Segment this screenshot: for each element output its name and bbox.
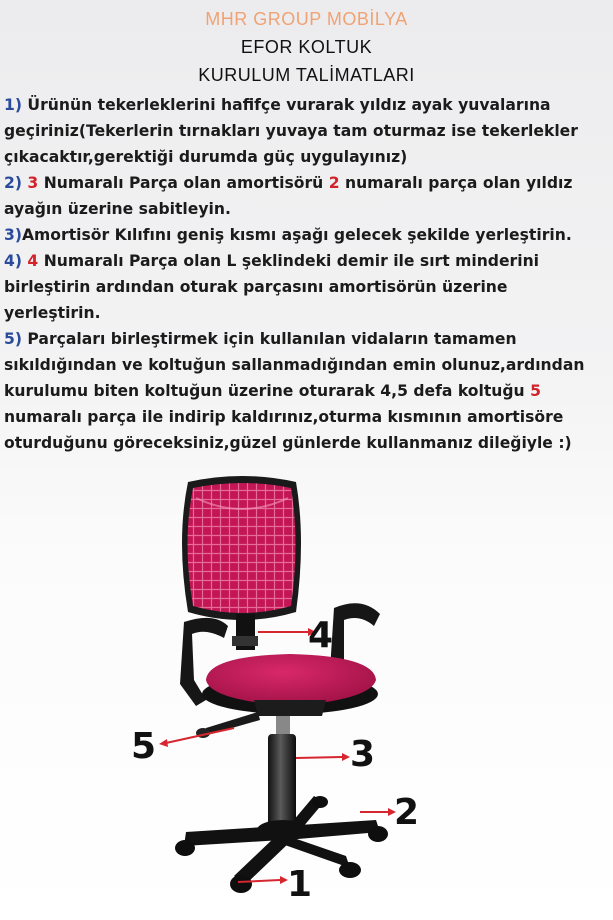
instruction-line xyxy=(4,430,609,456)
gas-lift-rod xyxy=(276,716,290,736)
instruction-line xyxy=(4,300,609,326)
part-number: 4 xyxy=(27,252,39,270)
instruction-step-2 xyxy=(4,170,609,222)
instruction-line xyxy=(4,222,609,248)
instruction-list xyxy=(4,92,609,456)
instruction-step-1 xyxy=(4,92,609,170)
instructions-title: KURULUM TALİMATLARI xyxy=(198,65,415,85)
instruction-line xyxy=(4,352,609,378)
step-number: 1) xyxy=(4,96,22,114)
instruction-text: kurulumu biten koltuğun üzerine oturarak 4,5 defa koltuğu xyxy=(4,382,531,400)
part-label-3: 3 xyxy=(350,734,376,775)
instruction-text: birleştirin ardından oturak parçasını amortisörün üzerine xyxy=(4,278,508,296)
instruction-line xyxy=(4,170,609,196)
instruction-text: Numaralı Parça olan L şeklindeki demir ile sırt minderini xyxy=(38,252,540,270)
instruction-text: Ürünün tekerleklerini hafifçe vurarak yıldız ayak yuvalarına xyxy=(27,96,551,114)
instruction-text: sıkıldığından ve koltuğun sallanmadığından emin olunuz,ardından xyxy=(4,356,585,374)
instruction-text: Numaralı Parça olan amortisörü xyxy=(38,174,329,192)
instruction-line xyxy=(4,274,609,300)
instruction-step-5 xyxy=(4,326,609,456)
instruction-line xyxy=(4,92,609,118)
gas-lift-cover xyxy=(268,734,296,826)
part-number: 2 xyxy=(328,174,340,192)
instruction-text: numaralı parça ile indirip kaldırınız,oturma kısmının amortisöre xyxy=(4,408,564,426)
instruction-text: Amortisör Kılıfını geniş kısmı aşağı gelecek şekilde yerleştirin. xyxy=(21,226,572,244)
instruction-line xyxy=(4,144,609,170)
instruction-line xyxy=(4,196,609,222)
step-number: 2) xyxy=(4,174,22,192)
instruction-line xyxy=(4,326,609,352)
product-title: EFOR KOLTUK xyxy=(240,37,373,57)
instruction-line xyxy=(4,404,609,430)
instruction-text: Parçaları birleştirmek için kullanılan vidaların tamamen xyxy=(27,330,517,348)
instruction-text: çıkacaktır,gerektiği durumda güç uygulayınız) xyxy=(4,148,408,166)
instruction-step-3 xyxy=(4,222,609,248)
part-label-1: 1 xyxy=(287,864,313,905)
instruction-text: oturduğunu göreceksiniz,güzel günlerde kullanmanız dileğiyle :) xyxy=(4,434,572,452)
part-label-5: 5 xyxy=(131,726,157,767)
part-number: 5 xyxy=(530,382,541,400)
seat-mechanism xyxy=(254,700,326,716)
step-number: 3) xyxy=(4,226,22,244)
instruction-line xyxy=(4,248,609,274)
instruction-text: ayağın üzerine sabitleyin. xyxy=(4,200,231,218)
step-number: 4) xyxy=(4,252,22,270)
instruction-text: numaralı parça olan yıldız xyxy=(339,174,573,192)
chair-diagram xyxy=(0,470,613,920)
step-number: 5) xyxy=(4,330,22,348)
instruction-step-4 xyxy=(4,248,609,326)
instruction-line xyxy=(4,378,609,404)
brand-title: MHR GROUP MOBİLYA xyxy=(205,9,408,29)
instruction-line xyxy=(4,118,609,144)
part-label-4: 4 xyxy=(308,615,334,656)
backrest xyxy=(182,476,301,620)
part-label-2: 2 xyxy=(394,792,420,833)
instruction-text: yerleştirin. xyxy=(4,304,101,322)
part-number: 3 xyxy=(27,174,39,192)
instruction-text: geçiriniz(Tekerlerin tırnakları yuvaya tam oturmaz ise tekerlekler xyxy=(4,122,578,140)
